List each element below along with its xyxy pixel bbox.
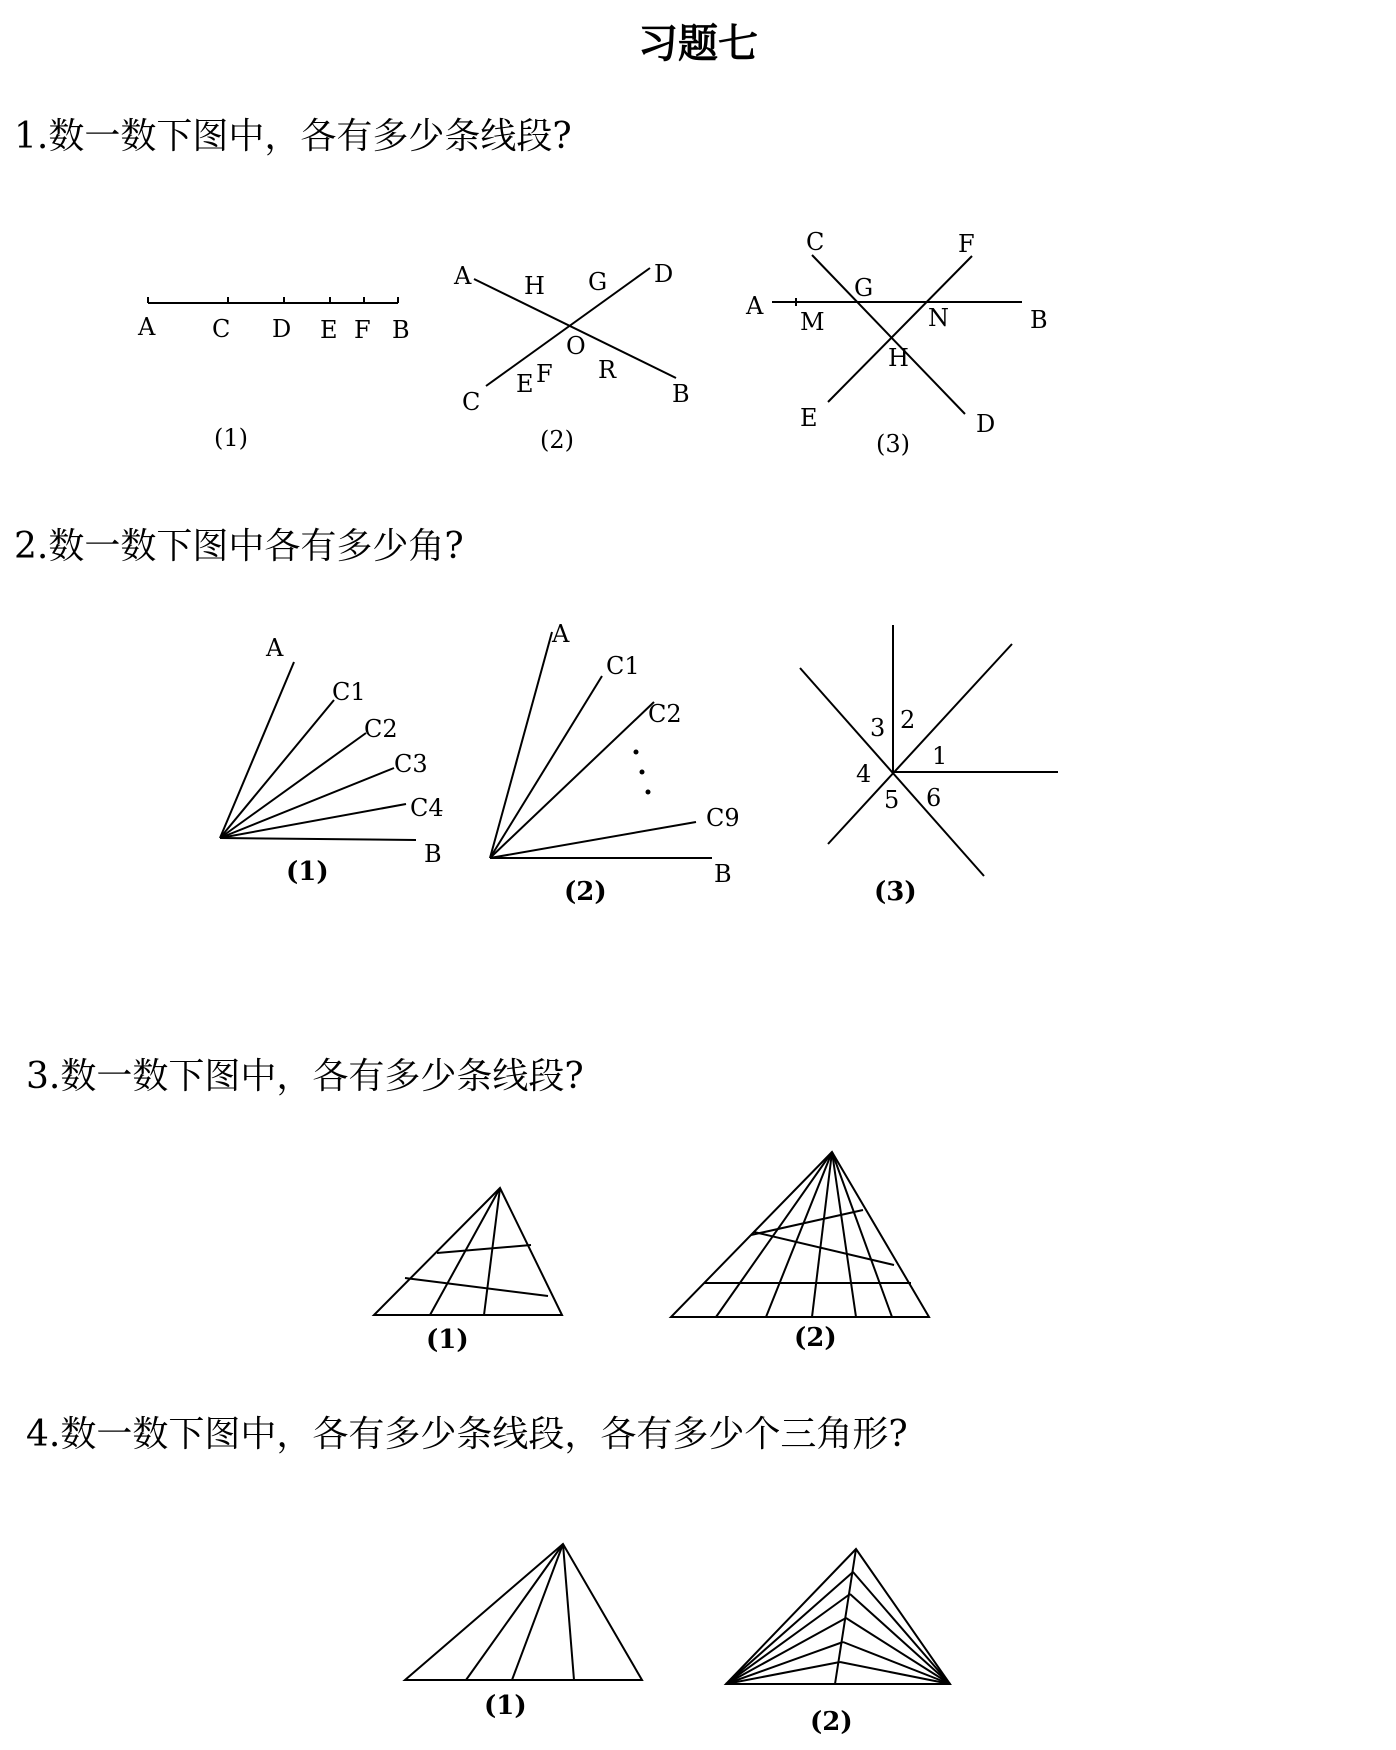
q1-figure-2	[453, 260, 690, 454]
caption-2-1: (1)	[286, 857, 329, 887]
label-c: C	[462, 388, 481, 416]
label-h: H	[524, 272, 545, 300]
label-e: E	[320, 316, 338, 344]
label-b: B	[672, 380, 690, 408]
label-h: H	[888, 344, 909, 372]
caption-1-3: (3)	[876, 430, 910, 458]
angle-label-1: 1	[932, 742, 948, 770]
question-2: 2.数一数下图中各有多少角?	[14, 526, 464, 567]
label-a: A	[138, 313, 156, 341]
q1-figure-1	[137, 297, 410, 452]
caption-1-2: (2)	[540, 426, 574, 454]
fan-right	[850, 1594, 950, 1684]
label-a: A	[746, 292, 764, 320]
transversal-2	[754, 1232, 894, 1265]
caption-1-1: (1)	[214, 424, 248, 452]
angle-label-4: 4	[856, 760, 872, 788]
label-a: A	[454, 262, 472, 290]
label-c: C	[806, 228, 825, 256]
interior-line	[484, 1188, 500, 1315]
label-c1: C1	[332, 678, 366, 706]
line-cd	[812, 255, 965, 414]
ellipsis-dot	[646, 790, 651, 795]
ellipsis-dot	[640, 770, 645, 775]
label-f: F	[958, 230, 975, 258]
label-e: E	[800, 404, 818, 432]
ray-a	[490, 632, 552, 858]
ray-b	[220, 838, 416, 840]
label-g: G	[854, 274, 874, 302]
label-e: E	[516, 370, 534, 398]
label-c1: C1	[606, 652, 640, 680]
interior-line	[832, 1152, 856, 1317]
q2-figure-1	[220, 634, 444, 887]
cevian	[466, 1544, 563, 1680]
label-n: N	[928, 304, 949, 332]
label-c3: C3	[394, 750, 428, 778]
label-d: D	[272, 315, 292, 343]
fan-left	[726, 1572, 853, 1684]
label-f: F	[354, 316, 371, 344]
label-c2: C2	[364, 715, 398, 743]
line-cd	[486, 268, 650, 386]
transversal-1	[437, 1245, 531, 1253]
ray-c4	[220, 804, 406, 838]
label-m: M	[800, 308, 825, 336]
angle-label-6: 6	[926, 784, 942, 812]
triangle-outline	[405, 1544, 642, 1680]
question-1: 1.数一数下图中，各有多少条线段?	[14, 116, 572, 157]
label-c4: C4	[410, 794, 444, 822]
fan-left	[726, 1594, 850, 1684]
fan-left	[726, 1618, 846, 1684]
label-c9: C9	[706, 804, 740, 832]
caption-3-2: (2)	[794, 1323, 837, 1353]
line-ef	[828, 256, 972, 402]
line-ab	[474, 279, 676, 378]
label-d: D	[654, 260, 674, 288]
triangle-outline	[374, 1188, 562, 1315]
angle-label-3: 3	[870, 714, 886, 742]
fan-right	[843, 1642, 950, 1684]
q3-figure-2	[671, 1152, 929, 1353]
angle-label-2: 2	[900, 706, 916, 734]
caption-2-3: (3)	[874, 877, 917, 907]
ellipsis-dot	[634, 750, 639, 755]
label-r: R	[598, 356, 617, 384]
cevian	[512, 1544, 563, 1680]
q4-figure-1	[405, 1544, 642, 1721]
angle-label-5: 5	[884, 786, 900, 814]
transversal-2	[405, 1278, 548, 1296]
line-diag-2	[828, 644, 1012, 844]
label-b: B	[424, 840, 442, 868]
question-4: 4.数一数下图中，各有多少条线段，各有多少个三角形?	[26, 1414, 908, 1455]
label-c: C	[212, 315, 231, 343]
label-d: D	[976, 410, 996, 438]
page-title: 习题七	[638, 20, 758, 67]
q3-figure-1	[374, 1188, 562, 1355]
label-f: F	[536, 360, 553, 388]
label-a: A	[552, 620, 570, 648]
q2-figure-3	[800, 625, 1058, 907]
label-o: O	[566, 332, 586, 360]
q4-figure-2	[726, 1549, 950, 1737]
label-g: G	[588, 268, 608, 296]
caption-4-1: (1)	[484, 1691, 527, 1721]
q1-figure-3	[745, 228, 1048, 458]
label-b: B	[392, 316, 410, 344]
interior-line	[832, 1152, 892, 1317]
label-b: B	[714, 860, 732, 888]
label-a: A	[266, 634, 284, 662]
label-b: B	[1030, 306, 1048, 334]
label-c2: C2	[648, 700, 682, 728]
q2-figure-2	[490, 620, 740, 907]
question-3: 3.数一数下图中，各有多少条线段?	[26, 1056, 584, 1097]
fan-left	[726, 1642, 843, 1684]
caption-3-1: (1)	[426, 1325, 469, 1355]
cevian	[563, 1544, 574, 1680]
caption-2-2: (2)	[564, 877, 607, 907]
caption-4-2: (2)	[810, 1707, 853, 1737]
